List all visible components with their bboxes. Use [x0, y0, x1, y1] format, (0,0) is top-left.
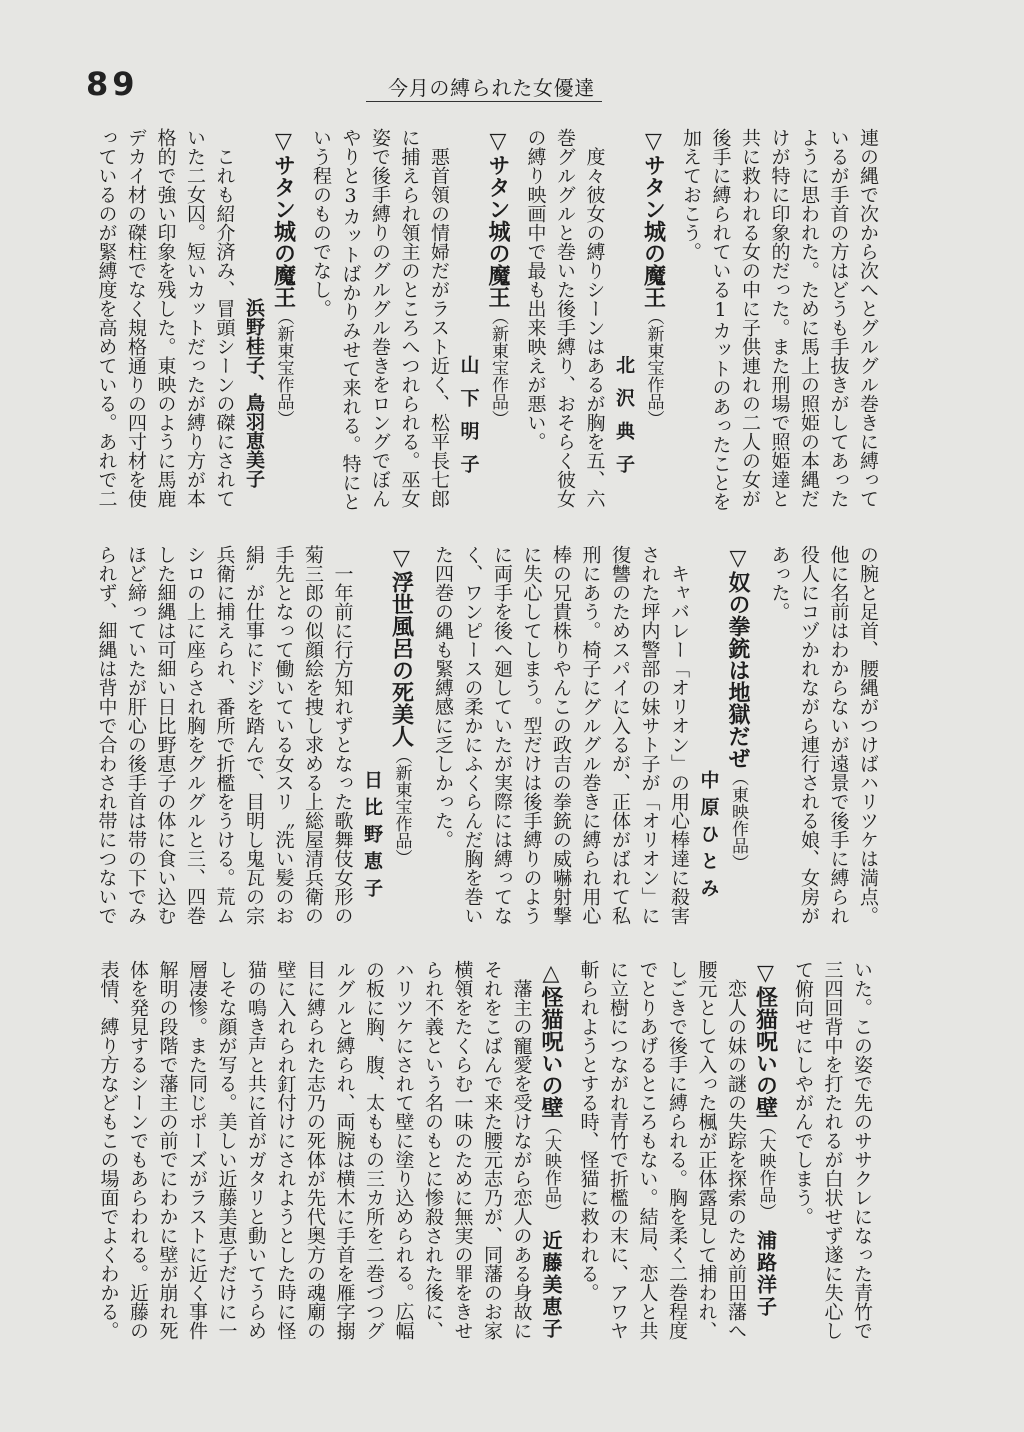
- page-number: 89: [86, 65, 139, 103]
- tier-top: [0, 128, 1024, 526]
- review-heading: [751, 960, 781, 1358]
- review-heading: [269, 128, 299, 526]
- review-body-line: それをこばんで来た腰元志乃が、同藩のお家: [481, 960, 503, 1340]
- review-body-line: シロの上に座らされ胸をグルグルと三、四巻: [184, 545, 206, 925]
- review-body-line: た四巻の縄も緊縛感に乏しかった。: [432, 545, 454, 849]
- text-column: あった。: [768, 545, 791, 621]
- actress-name: 日比野恵子: [361, 770, 383, 905]
- review-body-line: キャバレー「オリオン」の用心棒達に殺害: [668, 564, 690, 925]
- review-body-line: 藩主の寵愛を受けながら恋人のある身故に: [510, 979, 533, 1340]
- triangle-marker-icon: ▽: [640, 128, 667, 154]
- review-body-line: ルグルと縛られ、両腕は横木に手首を雁字搦: [333, 960, 356, 1340]
- text-column: 三四回背中を打たれるが白状せず遂に失心し: [821, 960, 844, 1340]
- text-column: ように思われた。ために馬上の照姫の本縄だ: [798, 128, 820, 508]
- studio-label: （東映作品）: [728, 769, 748, 871]
- review-body-line: 復讐のためスパイに入るが、正体がばれて私: [609, 545, 631, 925]
- review-body-line: 横領をたくらむ一味のために無実の罪をきせ: [451, 960, 474, 1340]
- actress-name: 浦路洋子: [753, 1230, 778, 1318]
- review-body-line: に捕えられ領主のところへつれられる。巫女: [398, 128, 421, 508]
- text-column: の腕と足首、腰縄がつけばハリツケは満点。: [857, 545, 879, 925]
- review-body-line: 菊三郎の似顔絵を捜し求める上総屋清兵衛の: [302, 545, 324, 925]
- triangle-marker-icon: ▽: [725, 545, 751, 571]
- review-body-line: された坪内警部の妹サト子が「オリオン」に: [638, 545, 661, 925]
- review-body-line: に失心してしまう。型だけは後手縛りのよう: [520, 545, 543, 925]
- review-body-line: られず、細縄は背中で合わされ帯につないで: [95, 545, 118, 925]
- review-body-line: 棒の兄貴株りやんこの政吉の拳銃の威嚇射撃: [550, 545, 572, 925]
- triangle-marker-icon: △: [538, 960, 564, 986]
- review-body-line: の板に胸、腹、太ももの三カ所を二巻づつグ: [363, 960, 385, 1340]
- triangle-marker-icon: ▽: [270, 128, 297, 154]
- tier-bottom: [0, 960, 1024, 1358]
- text-column: いた。この姿で先のササクレになった青竹で: [851, 960, 873, 1340]
- text-column: 共に救われる女の中に子供連れの二人の女が: [739, 128, 761, 508]
- film-title: 浮世風呂の死美人: [388, 571, 415, 747]
- review-heading: [483, 128, 513, 526]
- film-title: 奴の拳銃は地獄だぜ: [725, 571, 751, 769]
- review-body-line: 層凄惨。また同じポーズがラストに近く事件: [186, 960, 208, 1340]
- review-body-line: しごきで後手に縛られる。胸を柔く二巻程度: [666, 960, 688, 1340]
- review-body-line: く、ワンピースの柔かにふくらんだ胸を巻い: [461, 545, 484, 925]
- review-body-line: これも紹介済み、冒頭シーンの磔にされて: [213, 147, 236, 508]
- studio-label: （大映作品）: [755, 1118, 776, 1220]
- review-body-line: 猫の鳴き声と共に首がガタリと動いてうらめ: [245, 960, 267, 1340]
- actress-name: 北沢典子: [613, 355, 635, 487]
- running-title: 今月の縛られた女優達: [388, 76, 595, 100]
- review-body-line: 恋人の妹の謎の失踪を探索のため前田藩へ: [725, 979, 747, 1340]
- film-title: 怪猫呪いの壁: [752, 986, 779, 1118]
- review-body-line: いた二女囚。短いカットだったが縛り方が本: [184, 128, 206, 508]
- triangle-marker-icon: ▽: [752, 960, 779, 986]
- review-body-line: やりと3カットばかりみせて来れる。特にと: [339, 128, 362, 511]
- review-body-line: 格的で強い印象を残した。東映のように馬鹿: [154, 128, 177, 508]
- film-title: サタン城の魔王: [485, 154, 511, 308]
- review-body-line: 度々彼女の縛りシーンはあるが胸を五、六: [583, 147, 606, 508]
- triangle-marker-icon: ▽: [388, 545, 415, 571]
- review-heading: [639, 128, 669, 526]
- film-title: 怪猫呪いの壁: [538, 986, 564, 1118]
- actress-name: 近藤美恵子: [539, 1230, 563, 1340]
- studio-label: （新東宝作品）: [391, 747, 412, 866]
- studio-label: （大映作品）: [541, 1118, 561, 1220]
- review-body-line: 斬られようとする時、怪猫に救われる。: [577, 960, 600, 1302]
- tier-middle: [0, 545, 1024, 943]
- review-body-line: 絹〟が仕事にドジを踏んで、目明し鬼瓦の宗: [243, 545, 265, 925]
- review-body-line: いう程のものでなし。: [310, 128, 332, 318]
- text-column: けが特に印象的だった。また刑場で照姫達と: [768, 128, 791, 508]
- actress-name: 山下明子: [457, 355, 480, 487]
- actress-name: 浜野桂子、鳥羽恵美子: [243, 298, 265, 488]
- running-title-rule: [366, 76, 602, 102]
- review-body-line: 壁に入れられ釘付けにされようとした時に怪: [274, 960, 297, 1340]
- review-heading: [536, 960, 566, 1358]
- review-body-line: 一年前に行方知れずとなった歌舞伎女形の: [331, 564, 354, 925]
- review-body-line: しそな顔が写る。美しい近藤美恵子だけに一: [215, 960, 238, 1340]
- text-column: 役人にコヅかれながら連行される娘、女房が: [798, 545, 820, 925]
- review-body-line: した細縄は可細い日比野恵子の体に食い込む: [154, 545, 177, 925]
- review-heading: [387, 545, 417, 943]
- text-column: いるが手首の方はどうも手抜きがしてあった: [827, 128, 850, 508]
- review-body-line: 刑にあう。椅子にグルグル巻きに縛られ用心: [579, 545, 602, 925]
- text-column: 後手に縛られている1カットのあったことを: [709, 128, 732, 511]
- review-body-line: ハリツケにされて壁に塗り込められる。広幅: [392, 960, 415, 1340]
- studio-label: （新東宝作品）: [488, 308, 508, 427]
- actress-name: 中原ひとみ: [697, 770, 720, 905]
- review-body-line: 腰元として入った楓が正体露見して捕われ、: [695, 960, 718, 1340]
- film-title: サタン城の魔王: [270, 154, 297, 308]
- studio-label: （新東宝作品）: [273, 308, 294, 427]
- review-body-line: 姿で後手縛りのグルグル巻きをロングでぼん: [369, 128, 391, 508]
- text-column: 他に名前はわからないが遠景で後手に縛られ: [827, 545, 850, 925]
- review-body-line: に両手を後へ廻していたが実際には縛ってな: [491, 545, 513, 925]
- review-body-line: でとりあげるところもない。結局、恋人と共: [636, 960, 659, 1340]
- review-body-line: に立樹につながれ青竹で折檻の末に、アワヤ: [607, 960, 629, 1340]
- review-heading: [723, 545, 753, 943]
- review-body-line: 解明の段階で藩主の前でにわかに壁が崩れ死: [156, 960, 179, 1340]
- triangle-marker-icon: ▽: [485, 128, 511, 154]
- review-body-line: 悪首領の情婦だがラスト近く、松平長七郎: [428, 147, 450, 508]
- review-body-line: 巻グルグルと巻いた後手縛り、おそらく彼女: [554, 128, 576, 508]
- text-column: て俯向せにしやがんでしまう。: [792, 960, 814, 1226]
- review-body-line: られ不義という名のもとに惨殺された後に、: [422, 960, 444, 1340]
- studio-label: （新東宝作品）: [643, 308, 664, 427]
- review-body-line: 体を発見するシーンでもあらわれる。近藤の: [127, 960, 149, 1340]
- review-body-line: 兵衛に捕えられ、番所で折檻をうける。荒ム: [213, 545, 236, 925]
- review-body-line: 手先となって働いている女スリ〝洗い髪のお: [272, 545, 295, 925]
- text-column: 加えておこう。: [680, 128, 702, 261]
- review-body-line: っているのが緊縛度を高めている。あれで二: [95, 128, 118, 508]
- review-body-line: 目に縛られた志乃の死体が先代奥方の魂廟の: [304, 960, 326, 1340]
- text-column: 連の縄で次から次へとグルグル巻きに縛って: [857, 128, 879, 508]
- film-title: サタン城の魔王: [640, 154, 667, 308]
- review-body-line: ほど締っていたが肝心の後手首は帯の下でみ: [125, 545, 147, 925]
- review-body-line: デカイ材の磔柱でなく規格通りの四寸材を使: [125, 128, 147, 508]
- review-body-line: の縛り映画中で最も出来映えが悪い。: [524, 128, 547, 451]
- review-body-line: 表情、縛り方などもこの場面でよくわかる。: [97, 960, 120, 1340]
